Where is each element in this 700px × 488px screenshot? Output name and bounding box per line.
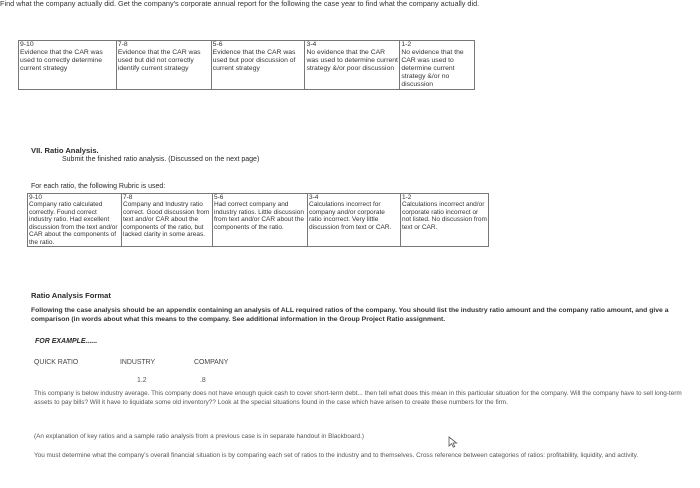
rubric-text: Evidence that the CAR was used to correctly determine current strategy [20,49,103,73]
submit-instruction: Submit the finished ratio analysis. (Discussed on the next page) [62,156,260,163]
rubric-intro: For each ratio, the following Rubric is used: [31,183,166,190]
rubric-text: Evidence that the CAR was used but did not correctly identify current strategy [117,49,201,73]
format-instructions: Following the case analysis should be an appendix containing an analysis of ALL required ratios of the company. You should list the industry ratio amount and the company ratio amount, and give a comparison (in words about what this means to the company. See additional information in the Group Project Ratio assignment. [31,307,669,323]
score-range: 5-6 [214,194,224,201]
rubric-text: Calculations incorrect and/or corporate ratio incorrect or not listed. No discussion from text or CAR. [402,201,487,231]
format-heading: Ratio Analysis Format [31,291,111,300]
ratio-rubric-table [27,193,489,247]
rubric-text: Calculations incorrect for company and/or corporate ratio incorrect. Very little discussion from text or CAR. [309,201,392,231]
rubric-cell [211,41,305,90]
handout-note: (An explanation of key ratios and a sample ratio analysis from a previous case is in separate handout in Blackboard.) [34,433,365,440]
score-range: 3-4 [306,41,317,48]
rubric-cell [401,194,489,247]
rubric-cell [213,194,308,247]
determination-paragraph: You must determine what the company's overall financial situation is by comparing each set of ratios to the industry and to themselves. Cross reference between categories of ratios: profitability, liquidity, and activity. [34,452,639,459]
score-range: 9-10 [20,41,34,48]
table-row [28,194,489,247]
for-example-label: FOR EXAMPLE...... [35,338,98,345]
table-row [19,41,475,90]
score-range: 5-6 [212,41,223,48]
industry-value: 1.2 [137,377,147,384]
score-range: 1-2 [402,194,412,201]
rubric-cell [28,194,122,247]
company-value: .8 [200,377,206,384]
quick-ratio-header: QUICK RATIO [34,359,79,366]
example-explanation: This company is below industry average. This company does not have enough quick cash to cover short-term debt... then tell what does this mean in this particular situation for the company. Will the company have to sell long-term assets to pay bills? Will it have to liquidate some old inventory?? Look at the special situations found in the case which have arisen to create these numbers for the firm. [34,390,682,406]
score-range: 7-8 [117,41,128,48]
instruction-line: Find what the company actually did. Get the company's corporate annual report for the following the case year to find what the company actually did. [0,0,480,8]
rubric-text: No evidence that the CAR was used to determine current strategy &/or poor discussion [306,49,398,73]
rubric-cell [400,41,475,90]
score-range: 3-4 [309,194,319,201]
rubric-text: Company and Industry ratio correct. Good discussion from text and/or CAR about the components of the ratio, but lacked clarity in some areas. [123,201,210,239]
score-range: 7-8 [123,194,133,201]
rubric-cell [19,41,117,90]
rubric-text: Company ratio calculated correctly. Found correct industry ratio. Had excellent discussion from the text and/or CAR about the components of the ratio. [29,201,118,246]
rubric-text: Evidence that the CAR was used but poor discussion of current strategy [212,49,296,73]
score-range: 1-2 [401,41,412,48]
section-title: VII. Ratio Analysis. [31,146,99,155]
rubric-text: No evidence that the CAR was used to determine current strategy &/or no discussion [401,49,464,89]
rubric-text: Had correct company and industry ratios. Little discussion from text and/or CAR about the components of the ratio. [214,201,304,231]
rubric-cell [122,194,213,247]
industry-header: INDUSTRY [120,359,156,366]
strategy-rubric-table [18,40,475,90]
company-header: COMPANY [194,359,229,366]
mouse-cursor-icon [448,436,460,448]
rubric-cell [308,194,401,247]
rubric-cell [116,41,211,90]
rubric-cell [305,41,400,90]
score-range: 9-10 [29,194,43,201]
